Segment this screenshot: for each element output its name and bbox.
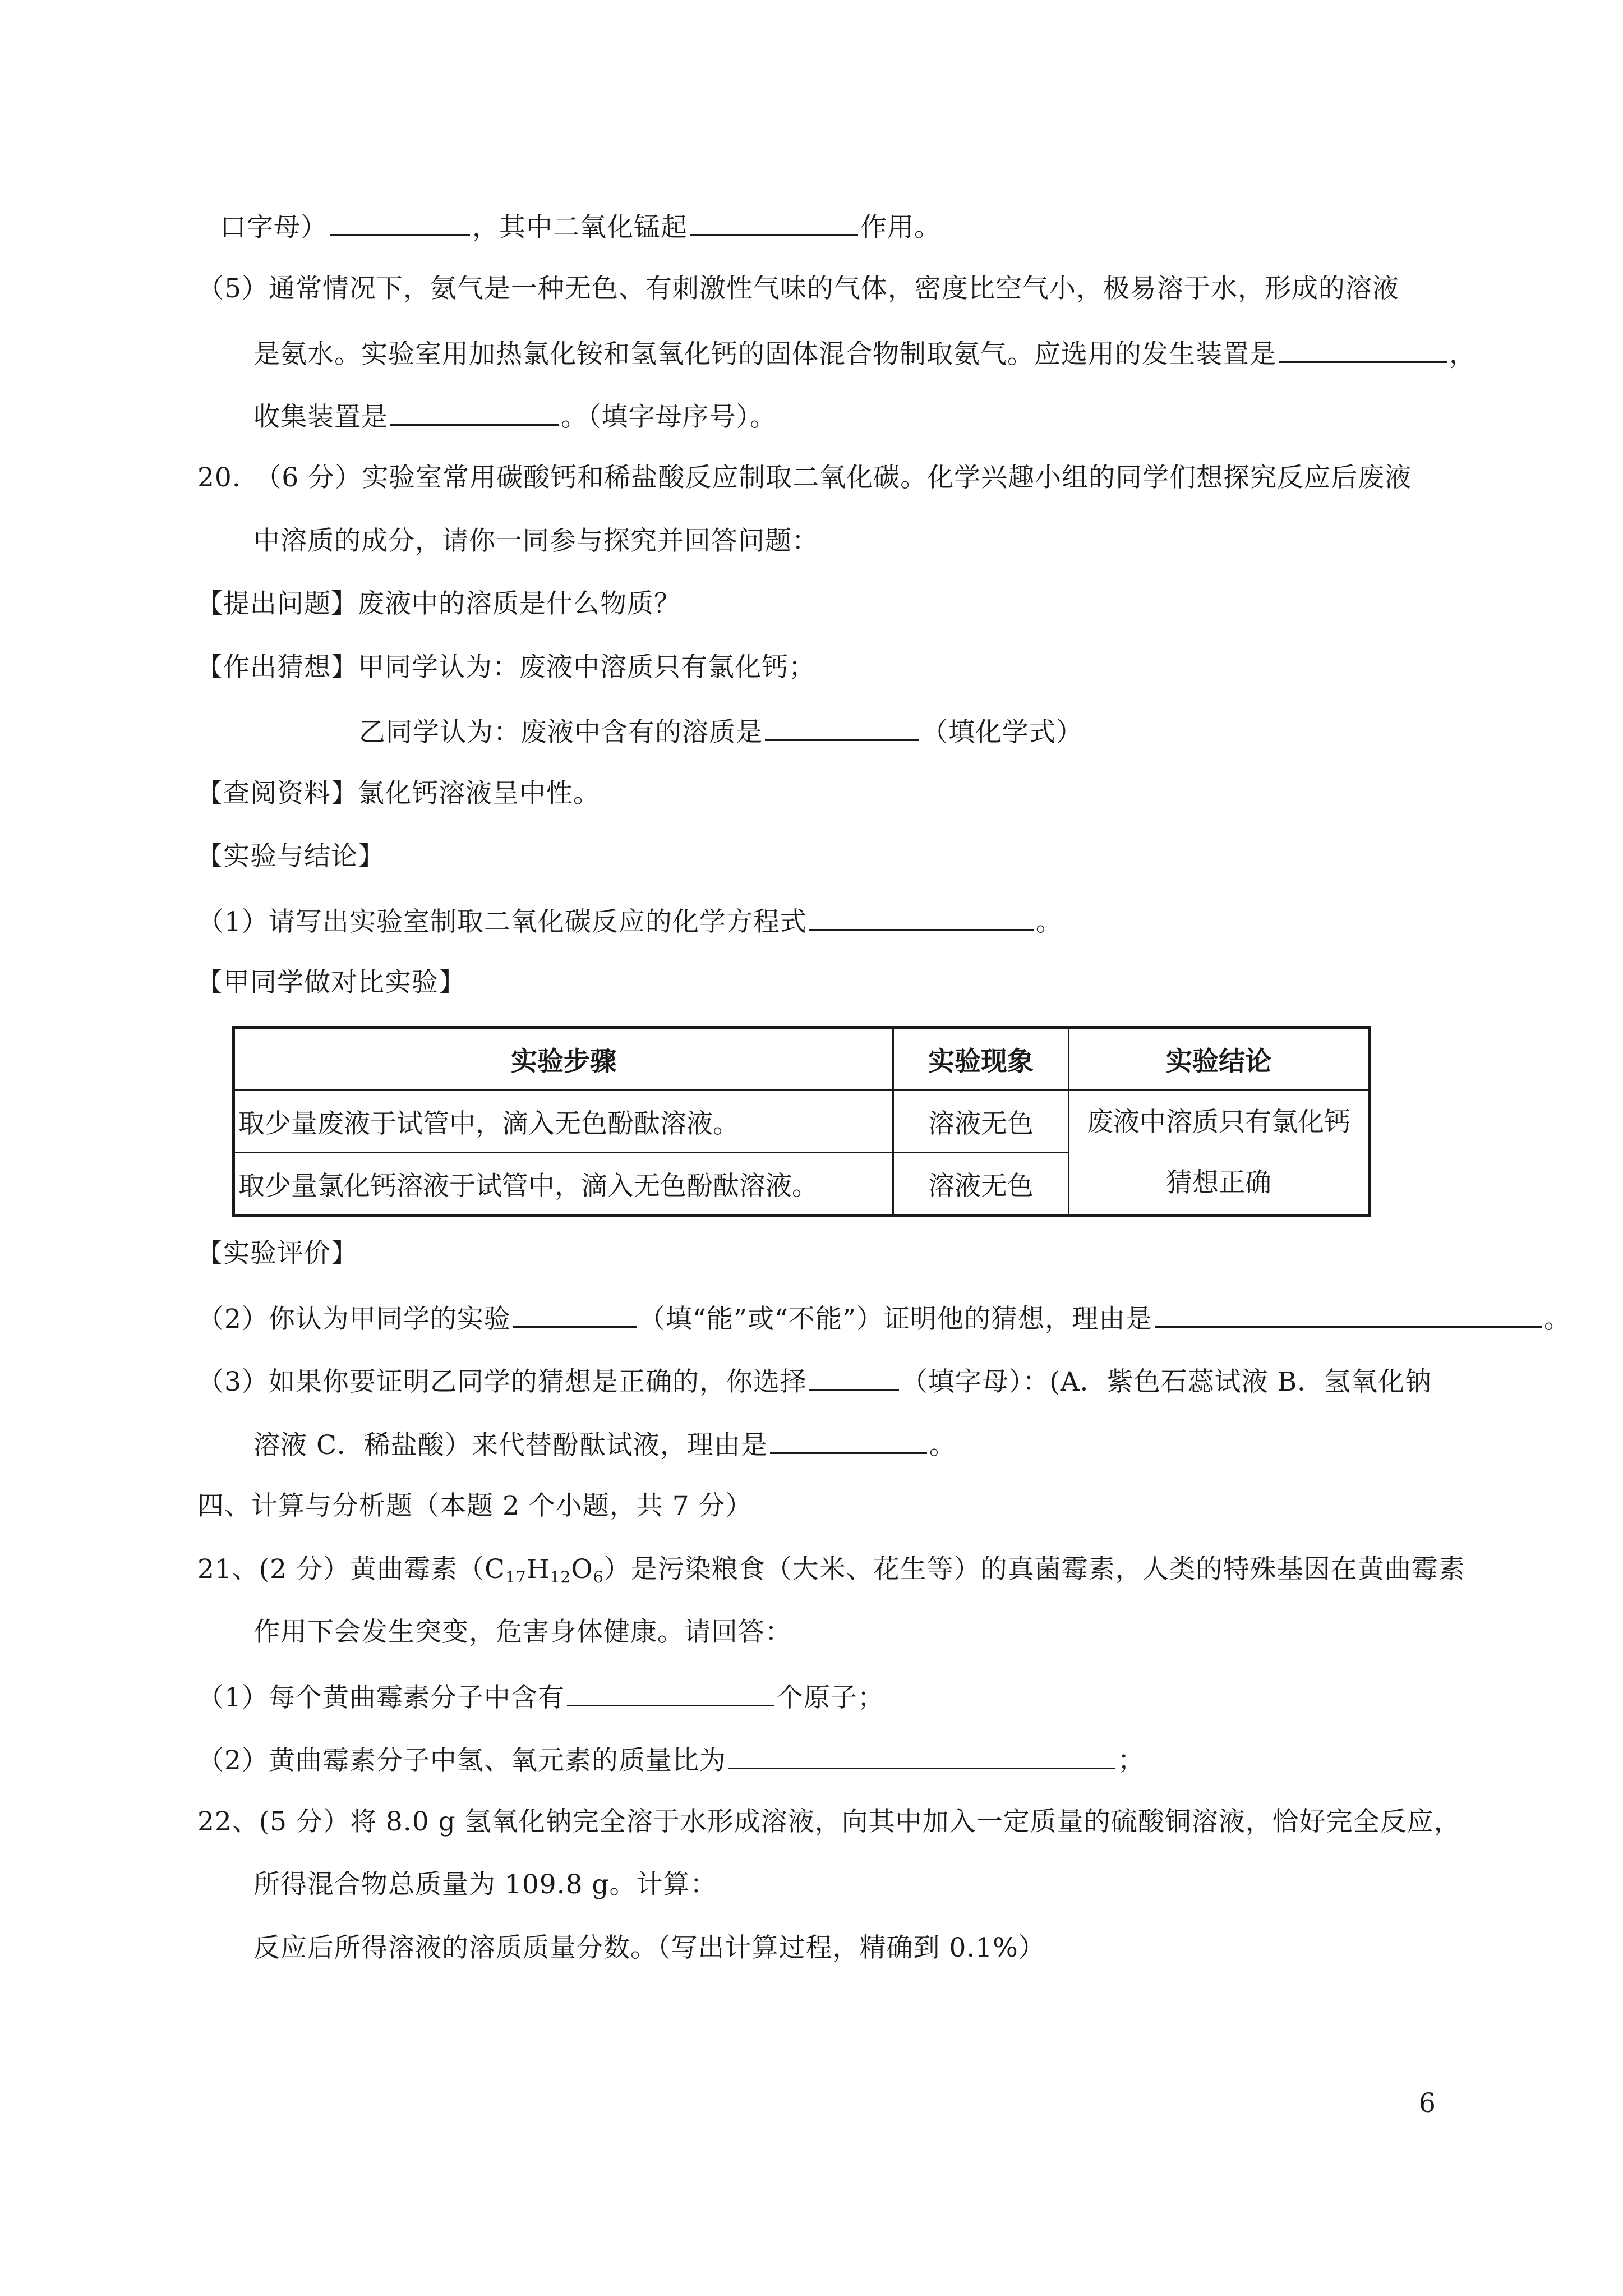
conclusion-line: 猜想正确: [1166, 1167, 1271, 1198]
text: H: [526, 1554, 550, 1585]
text: 20. （6 分）实验室常用碳酸钙和稀盐酸反应制取二氧化碳。化学兴趣小组的同学们想探究反应后废液: [197, 462, 1412, 493]
table-header-row: [234, 1028, 1370, 1091]
answer-blank[interactable]: [765, 714, 919, 741]
evaluation-heading: [196, 1237, 358, 1271]
text: 。: [929, 1430, 956, 1461]
question-21-line-2: [253, 1616, 792, 1649]
text: （填字母）：(A．紫色石蕊试液 B．氢氧化钠: [901, 1366, 1432, 1397]
table-header: 实验现象: [893, 1028, 1069, 1091]
text: 乙同学认为：废液中含有的溶质是: [359, 717, 763, 748]
question-5-line-2: [253, 335, 1476, 371]
text: （2）你认为甲同学的实验: [197, 1304, 511, 1335]
text: 是氨水。实验室用加热氯化铵和氢氧化钙的固体混合物制取氨气。应选用的发生装置是: [253, 339, 1276, 370]
text: ，: [1449, 339, 1476, 370]
text: 收集装置是: [253, 402, 388, 432]
subscript: 6: [593, 1568, 604, 1586]
answer-blank[interactable]: [330, 209, 470, 236]
hypothesis-1: [196, 651, 815, 684]
text: 。: [1544, 1304, 1571, 1335]
text: O: [571, 1554, 593, 1585]
table-cell: 溶液无色: [893, 1153, 1069, 1216]
answer-blank[interactable]: [567, 1679, 774, 1706]
text: 中溶质的成分，请你一同参与探究并回答问题：: [253, 526, 819, 556]
text: 【甲同学做对比实验】: [196, 967, 465, 998]
text: 22、(5 分）将 8.0 g 氢氧化钠完全溶于水形成溶液，向其中加入一定质量的硫酸铜溶液，恰好完全反应，: [197, 1806, 1461, 1837]
text: 所得混合物总质量为 109.8 g。计算：: [253, 1869, 717, 1900]
question-22-line-3: [253, 1931, 1045, 1965]
table-cell-conclusion: [1069, 1091, 1370, 1216]
table-header: 实验结论: [1069, 1028, 1370, 1091]
text: 。（填字母序号）。: [561, 402, 777, 432]
text: 口字母）: [220, 212, 328, 243]
text: 。: [1035, 907, 1063, 937]
text: ，其中二氧化锰起: [472, 212, 688, 243]
reference-data: [196, 777, 600, 811]
question-22-line-1: [197, 1805, 1461, 1839]
answer-blank[interactable]: [809, 903, 1034, 931]
table-cell: 取少量氯化钙溶液于试管中，滴入无色酚酞溶液。: [234, 1153, 893, 1216]
text: 【提出问题】废液中的溶质是什么物质？: [196, 588, 681, 619]
part-3-line-2: [253, 1427, 956, 1462]
subscript: 12: [550, 1568, 571, 1586]
text: （1）请写出实验室制取二氧化碳反应的化学方程式: [197, 907, 807, 937]
question-20-line-2: [253, 524, 819, 558]
experiment-heading: [196, 840, 385, 873]
question-20-line-1: [197, 461, 1412, 495]
text: （1）每个黄曲霉素分子中含有: [197, 1682, 565, 1713]
table-row: [234, 1091, 1370, 1153]
question-5-line-1: [197, 272, 1399, 306]
answer-blank[interactable]: [1279, 335, 1447, 363]
text: 四、计算与分析题（本题 2 个小题，共 7 分）: [197, 1490, 753, 1521]
answer-blank[interactable]: [1155, 1300, 1542, 1328]
text: 个原子；: [776, 1682, 884, 1713]
text: 21、(2 分）黄曲霉素（C: [197, 1554, 505, 1585]
text: ）是污染粮食（大米、花生等）的真菌霉素，人类的特殊基因在黄曲霉素: [603, 1554, 1465, 1585]
contrast-heading: [196, 966, 465, 1000]
text: ；: [1117, 1745, 1145, 1776]
question-22-line-2: [253, 1868, 717, 1902]
part-3-line-1: [197, 1363, 1432, 1399]
question-21-line-1: [197, 1553, 1465, 1594]
text: 【实验与结论】: [196, 841, 385, 872]
answer-blank[interactable]: [390, 398, 559, 426]
page-number: 6: [1419, 2088, 1436, 2119]
text: （2）黄曲霉素分子中氢、氧元素的质量比为: [197, 1745, 726, 1776]
table-header: 实验步骤: [234, 1028, 893, 1091]
text: （填化学式）: [921, 717, 1083, 748]
table-cell: 取少量废液于试管中，滴入无色酚酞溶液。: [234, 1091, 893, 1153]
section-4-heading: [197, 1489, 753, 1523]
table-cell: 溶液无色: [893, 1091, 1069, 1153]
text: 【查阅资料】氯化钙溶液呈中性。: [196, 778, 600, 809]
answer-blank[interactable]: [809, 1363, 899, 1391]
question-21-part-1: [197, 1679, 884, 1715]
part-2: [197, 1300, 1571, 1336]
answer-blank[interactable]: [690, 209, 858, 236]
hypothesis-2: [359, 714, 1083, 749]
ask-question: [196, 587, 681, 621]
text: 溶液 C．稀盐酸）来代替酚酞试液，理由是: [253, 1430, 768, 1461]
subscript: 17: [505, 1568, 527, 1586]
answer-blank[interactable]: [728, 1742, 1115, 1769]
text: 作用。: [860, 212, 941, 243]
text: （5）通常情况下，氨气是一种无色、有刺激性气味的气体，密度比空气小，极易溶于水，形成的溶液: [197, 273, 1399, 304]
part-1: [197, 903, 1063, 939]
text: 【实验评价】: [196, 1238, 358, 1269]
conclusion-line: 废液中溶质只有氯化钙: [1087, 1106, 1350, 1138]
question-21-part-2: [197, 1742, 1145, 1778]
text: 反应后所得溶液的溶质质量分数。（写出计算过程，精确到 0.1%）: [253, 1932, 1045, 1963]
experiment-table: [232, 1026, 1371, 1217]
text: （填“能”或“不能”）证明他的猜想，理由是: [638, 1304, 1153, 1335]
text: （3）如果你要证明乙同学的猜想是正确的，你选择: [197, 1366, 807, 1397]
text: 作用下会发生突变，危害身体健康。请回答：: [253, 1617, 792, 1648]
answer-blank[interactable]: [513, 1300, 637, 1328]
answer-blank[interactable]: [770, 1427, 927, 1454]
question-5-line-3: [253, 398, 777, 434]
answer-line-4-cont: [220, 209, 941, 245]
text: 【作出猜想】甲同学认为：废液中溶质只有氯化钙；: [196, 652, 815, 683]
